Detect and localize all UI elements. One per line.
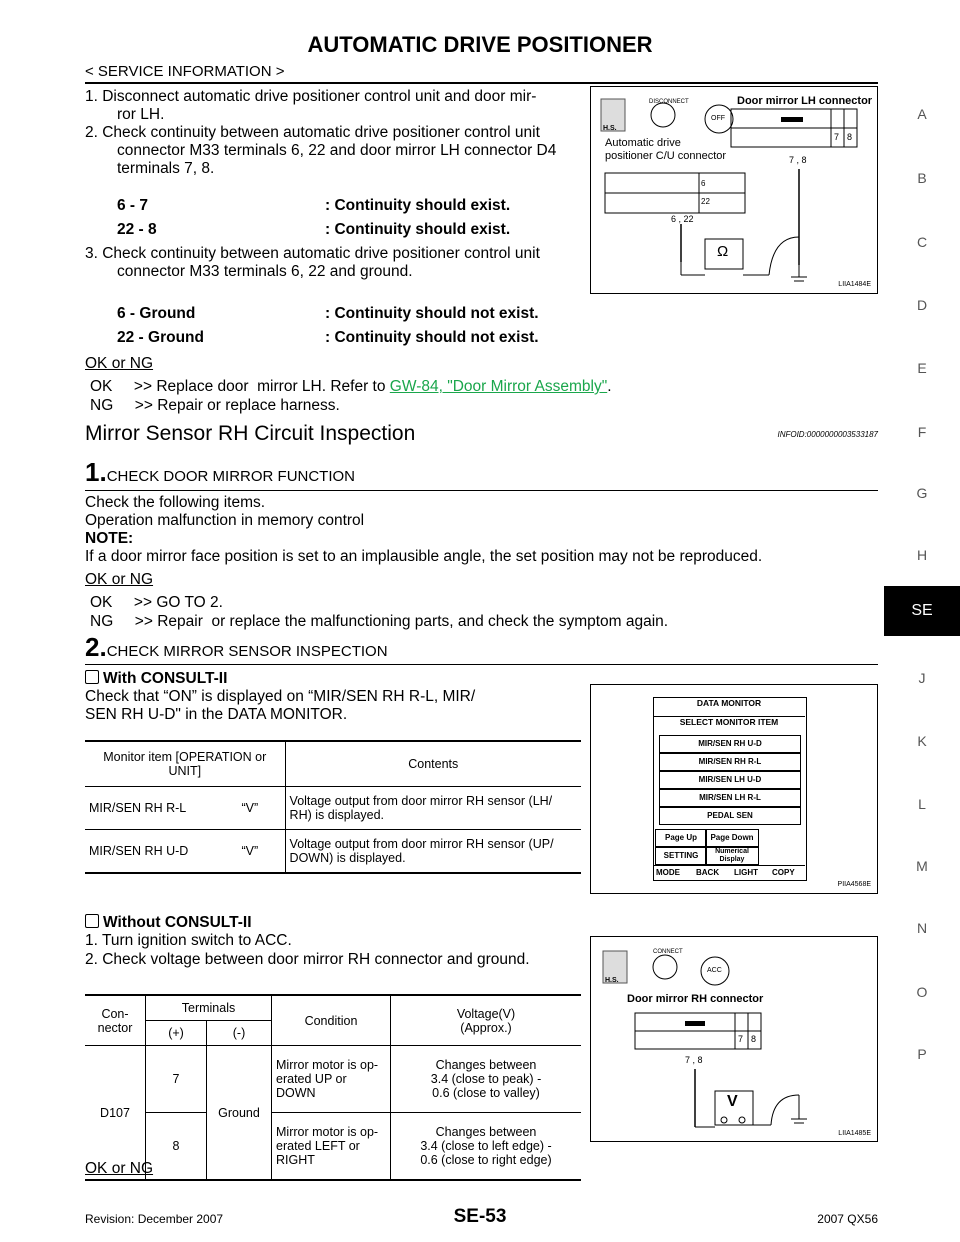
side-index-e[interactable]: E [917, 360, 927, 376]
voltage-table-head-condition: Condition [272, 995, 391, 1046]
fig3-pin7: 7 [738, 1034, 744, 1044]
side-index-b[interactable]: B [917, 170, 927, 186]
figure-rh-connector-voltage [590, 936, 878, 1142]
fig3-pin8: 8 [751, 1034, 757, 1044]
spec-6-ground-terms: 6 - Ground [117, 305, 196, 322]
fig1-pin6: 6 [701, 179, 706, 188]
light-button[interactable]: LIGHT [734, 868, 758, 877]
page-down-button[interactable]: Page Down [705, 829, 759, 847]
page-up-button[interactable]: Page Up [655, 829, 707, 847]
spec-22-ground-result: : Continuity should not exist. [325, 329, 539, 346]
fig3-connect-label: CONNECT [653, 949, 683, 955]
fig3-label-78: 7 , 8 [685, 1055, 703, 1065]
copy-button[interactable]: COPY [772, 868, 795, 877]
figure-lh-connector-diagram [590, 86, 878, 294]
fig1-off-label: OFF [711, 115, 725, 122]
fig1-label-78: 7 , 8 [789, 155, 807, 165]
monitor-item-lh-ud[interactable]: MIR/SEN LH U-D [659, 771, 801, 789]
ok-result-1: OK >> Replace door mirror LH. Refer to GW-84, "Door Mirror Assembly". [90, 378, 612, 395]
numerical-display-button[interactable]: Numerical Display [705, 847, 759, 865]
okng-label-2: OK or NG [85, 571, 154, 588]
voltage-table [85, 994, 581, 1181]
side-index-o[interactable]: O [916, 984, 928, 1000]
section-title: Mirror Sensor RH Circuit Inspection [85, 422, 416, 445]
fig1-label-622: 6 , 22 [671, 214, 694, 224]
step-b-rule [85, 664, 878, 665]
door-mirror-assembly-link[interactable]: GW-84, "Door Mirror Assembly" [389, 378, 608, 395]
side-index-se-active[interactable]: SE [884, 586, 960, 636]
disconnect-icon [651, 103, 675, 127]
table-row: 8 Mirror motor is op- erated LEFT or RIGHT Changes between 3.4 (close to left edge) - 0.6 (close to right edge) [85, 1113, 581, 1181]
fig1-hs-label: H.S. [603, 125, 617, 132]
spec-22-8-result: : Continuity should exist. [325, 221, 511, 238]
side-index-p[interactable]: P [917, 1046, 927, 1062]
fig1-code: LIIA1484E [838, 281, 871, 288]
monitor-table [85, 740, 581, 874]
connect-icon [653, 955, 677, 979]
voltage-table-head-plus: (+) [146, 1021, 207, 1046]
table-row: MIR/SEN RH R-L “V” Voltage output from door mirror RH sensor (LH/ RH) is displayed. [85, 787, 581, 830]
monitor-item-lh-rl[interactable]: MIR/SEN LH R-L [659, 789, 801, 807]
without-step2: 2. Check voltage between door mirror RH connector and ground. [85, 951, 530, 968]
fig3-rh-connector-label: Door mirror RH connector [627, 993, 764, 1005]
okng-label-3: OK or NG [85, 1160, 154, 1177]
monitor-select-item: SELECT MONITOR ITEM [653, 716, 805, 727]
side-index-h[interactable]: H [916, 547, 928, 563]
monitor-table-head-item: Monitor item [OPERATION or UNIT] [85, 741, 285, 787]
side-index-j[interactable]: J [918, 670, 926, 686]
spec-6-ground-result: : Continuity should not exist. [325, 305, 539, 322]
fig1-lh-connector-label: Door mirror LH connector [737, 95, 873, 107]
with-consult-heading: With CONSULT-II [85, 670, 227, 688]
back-button[interactable]: BACK [696, 868, 720, 877]
monitor-item-rh-rl[interactable]: MIR/SEN RH R-L [659, 753, 801, 771]
fig3-code: LIIA1485E [838, 1130, 871, 1137]
footer-model: 2007 QX56 [817, 1212, 878, 1226]
connector-d107: D107 [85, 1046, 146, 1181]
figure-data-monitor-screen [590, 684, 878, 894]
fig1-disconnect-label: DISCONNECT [649, 99, 689, 105]
okng-label-1: OK or NG [85, 355, 154, 372]
step-a-body: Check the following items. Operation malfunction in memory control NOTE: If a door mirror face position is set to an implausible angle, the set position may not be reproduced. [85, 494, 763, 565]
fig1-pin22: 22 [701, 197, 710, 206]
voltage-table-head-minus: (-) [207, 1021, 272, 1046]
monitor-title: DATA MONITOR [696, 698, 762, 708]
monitor-table-head-contents: Contents [408, 757, 459, 771]
fig3-acc-label: ACC [707, 967, 722, 974]
side-index-a[interactable]: A [917, 106, 927, 122]
step-b-header: 2.CHECK MIRROR SENSOR INSPECTION [85, 632, 388, 662]
without-consult-heading: Without CONSULT-II [85, 914, 252, 932]
without-step1: 1. Turn ignition switch to ACC. [85, 932, 292, 949]
monitor-bottom-buttons [653, 865, 805, 881]
fig1-cu-label-2: positioner C/U connector [605, 150, 727, 162]
fig1-pin7: 7 [834, 132, 840, 142]
no-consult-icon [85, 914, 99, 928]
voltage-table-head-connector: Con- nector [85, 995, 146, 1046]
footer-revision: Revision: December 2007 [85, 1212, 224, 1226]
consult-icon [85, 670, 99, 684]
fig3-v-label: V [727, 1093, 738, 1110]
step1-text: 1. Disconnect automatic drive positioner control unit and door mir- ror LH. 2. Check continuity between automatic drive positioner control unit connector M33 terminals 6, 22 and door mirror LH connector D4 terminals 7, 8. [85, 88, 557, 177]
setting-button[interactable]: SETTING [655, 847, 707, 865]
ok-result-2: OK >> GO TO 2. [90, 594, 223, 611]
monitor-item-rh-ud[interactable]: MIR/SEN RH U-D [659, 735, 801, 753]
section-infoid: INFOID:0000000003533187 [777, 430, 878, 439]
monitor-item-pedal-sen[interactable]: PEDAL SEN [659, 807, 801, 825]
spec-22-ground-terms: 22 - Ground [117, 329, 204, 346]
fig1-pin8: 8 [847, 132, 853, 142]
side-index-m[interactable]: M [916, 858, 928, 874]
voltage-table-head-terminals: Terminals [146, 995, 272, 1021]
step-a-header: 1.CHECK DOOR MIRROR FUNCTION [85, 457, 356, 487]
side-index-k[interactable]: K [917, 733, 927, 749]
ng-result-2: NG >> Repair or replace the malfunctioning parts, and check the symptom again. [90, 613, 669, 630]
side-index-c[interactable]: C [916, 234, 928, 250]
table-row: MIR/SEN RH U-D “V” Voltage output from door mirror RH sensor (UP/ DOWN) is displayed. [85, 830, 581, 874]
footer-page-number: SE-53 [453, 1206, 507, 1227]
side-index-d[interactable]: D [916, 297, 928, 313]
spec-6-7-result: : Continuity should exist. [325, 197, 511, 214]
mode-button[interactable]: MODE [656, 868, 680, 877]
lh-connector-wiring-svg [591, 87, 877, 293]
fig1-cu-label-1: Automatic drive [605, 137, 681, 149]
voltage-table-head-voltage: Voltage(V) (Approx.) [391, 995, 582, 1046]
side-index-l[interactable]: L [918, 796, 926, 812]
with-consult-text: Check that “ON” is displayed on “MIR/SEN RH R-L, MIR/ SEN RH U-D" in the DATA MONITOR. [85, 688, 476, 723]
side-index-g[interactable]: G [916, 485, 928, 501]
page-subtitle: < SERVICE INFORMATION > [85, 63, 285, 80]
header-rule [85, 82, 878, 84]
step-a-rule [85, 490, 878, 491]
fig1-ohm-label: Ω [717, 243, 729, 260]
fig3-hs-label: H.S. [605, 977, 619, 984]
spec-22-8-terms: 22 - 8 [117, 221, 157, 238]
ng-result-1: NG >> Repair or replace harness. [90, 397, 340, 414]
fig2-code: PIIA4568E [837, 881, 871, 888]
page-title: AUTOMATIC DRIVE POSITIONER [307, 32, 653, 57]
spec-6-7-terms: 6 - 7 [117, 197, 149, 214]
table-row: D107 7 Ground Mirror motor is op- erated UP or DOWN Changes between 3.4 (close to peak) - 0.6 (close to valley) [85, 1046, 581, 1113]
ground-cell: Ground [207, 1046, 272, 1181]
step3-text: 3. Check continuity between automatic drive positioner control unit connector M33 terminals 6, 22 and ground. [85, 245, 540, 280]
side-index-f[interactable]: F [917, 424, 927, 440]
side-index-n[interactable]: N [916, 920, 928, 936]
